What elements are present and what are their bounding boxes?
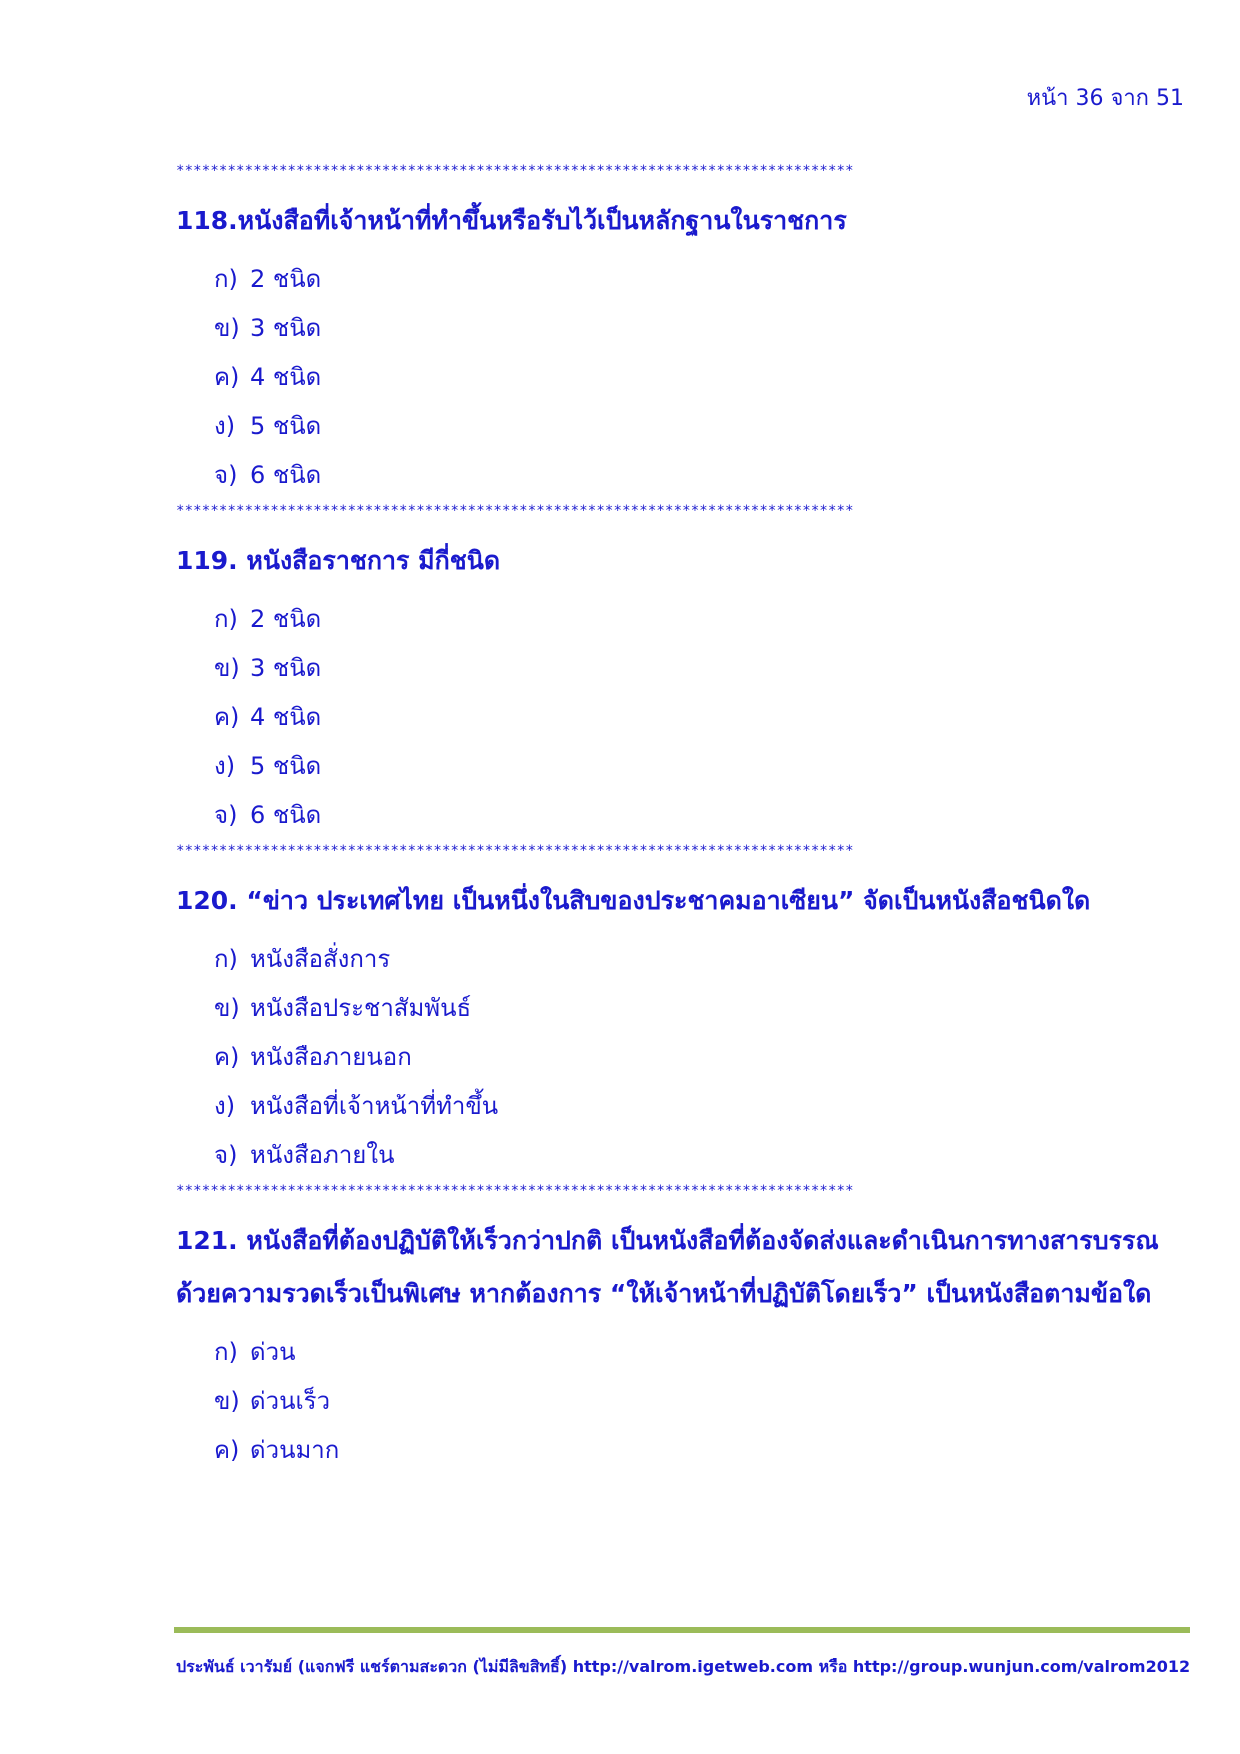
page-number: หน้า 36 จาก 51 — [1026, 86, 1184, 111]
option-letter: ก) — [214, 265, 238, 293]
question-block-121 — [176, 1180, 1186, 1475]
option-letter: ก) — [214, 1338, 238, 1366]
option-letter: จ) — [214, 1141, 238, 1169]
option-text: 6 ชนิด — [250, 801, 322, 829]
option-letter: ข) — [214, 994, 240, 1022]
divider: ******************************************************************************* — [176, 503, 854, 519]
option-text: 2 ชนิด — [250, 605, 322, 633]
option-text: ด่วน — [250, 1338, 296, 1366]
option-item — [214, 644, 1186, 693]
option-item — [214, 693, 1186, 742]
option-letter: ค) — [214, 703, 240, 731]
option-item — [214, 595, 1186, 644]
option-text: 3 ชนิด — [250, 654, 322, 682]
option-item — [214, 402, 1186, 451]
divider: ******************************************************************************* — [176, 163, 854, 179]
option-list — [176, 595, 1186, 840]
divider: ******************************************************************************* — [176, 1183, 854, 1199]
option-item — [214, 304, 1186, 353]
option-letter: ค) — [214, 1436, 240, 1464]
option-letter: ค) — [214, 1043, 240, 1071]
question-text: 119. หนังสือราชการ มีกี่ชนิด — [176, 546, 501, 575]
option-text: 4 ชนิด — [250, 363, 322, 391]
question-text: 120. “ข่าว ประเทศไทย เป็นหนึ่งในสิบของประชาคมอาเซียน” จัดเป็นหนังสือชนิดใด — [176, 886, 1091, 915]
option-text: หนังสือที่เจ้าหน้าที่ทำขึ้น — [250, 1092, 499, 1120]
option-text: หนังสือภายนอก — [250, 1043, 412, 1071]
option-letter: จ) — [214, 461, 238, 489]
option-text: หนังสือประชาสัมพันธ์ — [250, 994, 472, 1022]
question-block-118 — [176, 160, 1186, 500]
option-letter: จ) — [214, 801, 238, 829]
question-block-120 — [176, 840, 1186, 1180]
option-list — [176, 1328, 1186, 1475]
option-list — [176, 255, 1186, 500]
option-letter: ก) — [214, 605, 238, 633]
divider: ******************************************************************************* — [176, 843, 854, 859]
footer-rule — [174, 1627, 1190, 1633]
option-letter: ง) — [214, 1092, 236, 1120]
option-text: 4 ชนิด — [250, 703, 322, 731]
option-letter: ค) — [214, 363, 240, 391]
option-text: ด่วนเร็ว — [250, 1387, 331, 1415]
option-item — [214, 1082, 1186, 1131]
question-text: 121. หนังสือที่ต้องปฏิบัติให้เร็วกว่าปกติ เป็นหนังสือที่ต้องจัดส่งและดำเนินการทางสารบรรณด้วยความรวดเร็วเป็นพิเศษ หากต้องการ “ให้เจ้าหน้าที่ปฏิบัติโดยเร็ว” เป็นหนังสือตามข้อใด — [176, 1226, 1159, 1308]
option-list — [176, 935, 1186, 1180]
option-text: 5 ชนิด — [250, 752, 322, 780]
option-letter: ง) — [214, 752, 236, 780]
question-block-119 — [176, 500, 1186, 840]
option-text: 5 ชนิด — [250, 412, 322, 440]
option-letter: ก) — [214, 945, 238, 973]
option-letter: ง) — [214, 412, 236, 440]
option-text: 2 ชนิด — [250, 265, 322, 293]
option-item — [214, 451, 1186, 500]
option-item — [214, 255, 1186, 304]
footer-text: ประพันธ์ เวารัมย์ (แจกฟรี แชร์ตามสะดวก (ไม่มีลิขสิทธิ์) http://valrom.igetweb.com หรือ http://group.wunjun.com/valrom2012 — [176, 1657, 1191, 1676]
option-text: ด่วนมาก — [250, 1436, 340, 1464]
option-item — [214, 353, 1186, 402]
option-text: หนังสือภายใน — [250, 1141, 395, 1169]
option-item — [214, 984, 1186, 1033]
question-text: 118.หนังสือที่เจ้าหน้าที่ทำขึ้นหรือรับไว้เป็นหลักฐานในราชการ — [176, 206, 847, 235]
option-text: หนังสือสั่งการ — [250, 945, 391, 973]
option-item — [214, 1426, 1186, 1475]
option-item — [214, 1328, 1186, 1377]
option-text: 3 ชนิด — [250, 314, 322, 342]
option-text: 6 ชนิด — [250, 461, 322, 489]
option-letter: ข) — [214, 1387, 240, 1415]
option-item — [214, 1033, 1186, 1082]
option-item — [214, 1377, 1186, 1426]
option-item — [214, 935, 1186, 984]
option-item — [214, 1131, 1186, 1180]
option-item — [214, 742, 1186, 791]
option-letter: ข) — [214, 654, 240, 682]
option-item — [214, 791, 1186, 840]
quiz-content — [176, 160, 1186, 1475]
option-letter: ข) — [214, 314, 240, 342]
